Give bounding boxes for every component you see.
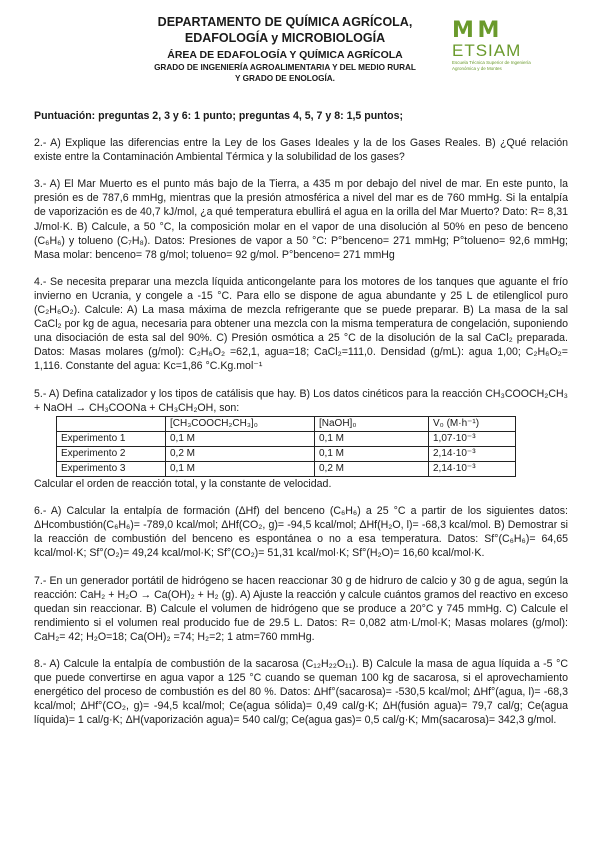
question-5-outro: Calcular el orden de reacción total, y la constante de velocidad. — [34, 478, 332, 491]
table-cell: 0,1 M — [315, 446, 429, 461]
table-cell: 1,07·10⁻³ — [429, 431, 516, 446]
question-7: 7.- En un generador portátil de hidrógeno se hacen reaccionar 30 g de hidruro de calcio y 30 g de agua, según la reacción: CaH₂ + H₂O → Ca(OH)₂ + H₂ (g). A) Ajuste la reacción y calcule cuántos gramos del reactivo en exceso quedan sin reaccionar. B) Calcule el volumen de hidrógeno que se produce a 20°C y 745 mmHg. C) Calcule el rendimiento si el volumen real producido fue de 29.5 L. Datos: R= 0,082 atm·L/mol·K; Masas molares (g/mol): CaH₂= 42; H₂O=18; Ca(OH)₂ =74; H₂=2; 1 atm=760 mmHg. — [34, 574, 568, 643]
table-cell: Experimento 1 — [57, 431, 166, 446]
document-header — [70, 14, 500, 84]
question-3: 3.- A) El Mar Muerto es el punto más bajo de la Tierra, a 435 m por debajo del nivel de mar. En este punto, la presión es de 787,6 mmHg, mientras que la presión atmosférica a nivel del mar es de 760 mmHg. Si la entalpía de vaporización es de 40,7 kJ/mol, ¿a qué temperatura ebullirá el agua en la orilla del Mar Muerto? Dato: R= 8,31 J/mol·K. B) Calcule, a 50 °C, la composición molar en el vapor de una disolución al 50% en peso de benceno (C₆H₆) y tolueno (C₇H₈). Datos: Presiones de vapor a 50 °C: P°benceno= 271 mmHg; P°tolueno= 92,6 mmHg; Masa molar: benceno= 78 g/mol; tolueno= 92 g/mol. P°benceno= 271 mmHg — [34, 178, 568, 261]
department-title: DEPARTAMENTO DE QUÍMICA AGRÍCOLA, — [157, 15, 413, 29]
table-row — [57, 431, 516, 446]
table-cell: 0,2 M — [315, 461, 429, 476]
logo-mark: M M — [452, 18, 498, 43]
table-row — [57, 461, 516, 476]
degree-line-2: Y GRADO DE ENOLOGÍA. — [235, 74, 335, 83]
department-subtitle: EDAFOLOGÍA y MICROBIOLOGÍA — [184, 31, 386, 45]
score-line: Puntuación: preguntas 2, 3 y 6: 1 punto; preguntas 4, 5, 7 y 8: 1,5 puntos; — [34, 110, 404, 122]
kinetics-table — [56, 416, 516, 477]
table-cell: 2,14·10⁻³ — [429, 461, 516, 476]
exam-content — [34, 109, 568, 727]
logo-subtitle: Escuela Técnica Superior de Ingeniería Agronómica y de Montes — [452, 60, 531, 71]
etsiam-logo — [452, 20, 552, 72]
table-header-cell — [57, 416, 166, 431]
table-header-cell: [NaOH]₀ — [315, 416, 429, 431]
question-8: 8.- A) Calcule la entalpía de combustión de la sacarosa (C₁₂H₂₂O₁₁). B) Calcule la masa de agua líquida a -5 °C que puede convertirse en agua vapor a 125 °C cuando se queman 100 kg de sacarosa, si el aprovechamiento energético del proceso de combustión es del 80 %. Datos: ΔHf°(sacarosa)= -530,5 kcal/mol; ΔHf°(agua, l)= -68,3 kcal/mol; ΔHf°(CO₂, g)= -94,5 kcal/mol; Ce(agua sólida)= 0,49 cal/g·K; ΔH(fusión agua)= 79,7 cal/g; Ce(agua líquida)= 1 cal/g·K; ΔH(vaporización agua)= 540 cal/g; Ce(agua gas)= 0,5 cal/g·K; Mm(sacarosa)= 342,3 g/mol. — [34, 658, 568, 727]
table-cell: 2,14·10⁻³ — [429, 446, 516, 461]
table-header-cell: [CH₃COOCH₂CH₃]₀ — [166, 416, 315, 431]
table-cell: 0,1 M — [166, 431, 315, 446]
table-cell: 0,1 M — [166, 461, 315, 476]
question-5 — [34, 387, 568, 492]
question-2: 2.- A) Explique las diferencias entre la Ley de los Gases Ideales y la de los Gases Reales. B) ¿Qué relación existe entre la Contaminación Ambiental Térmica y la solubilidad de los gases? — [34, 137, 568, 164]
table-header-row — [57, 416, 516, 431]
logo-name: ETSIAM — [452, 41, 522, 60]
question-4: 4.- Se necesita preparar una mezcla líquida anticongelante para los motores de los tanques que aguante el frío invierno en Ucrania, y congele a -15 °C. Para ello se dispone de agua abundante y 25 L de etilenglicol puro (C₂H₆O₂). Calcule: A) La masa máxima de mezcla refrigerante que se puede preparar. B) La masa de la sal CaCl₂ por kg de agua, necesaria para obtener una mezcla con la misma temperatura de congelación, suponiendo una disociación de esta sal del 90%. C) Presión osmótica a 25 °C de la disolución de la sal CaCl₂ preparada. Datos: Masas molares (g/mol): C₂H₆O₂ =62,1, agua=18; CaCl₂=111,0. Densidad (g/mL): agua 1,00; C₂H₆O₂= 1,116. Constante del agua: Kc=1,86 °C.Kg.mol⁻¹ — [34, 275, 568, 373]
area-title: ÁREA DE EDAFOLOGÍA Y QUÍMICA AGRÍCOLA — [167, 49, 403, 61]
table-cell: 0,2 M — [166, 446, 315, 461]
degree-line-1: GRADO DE INGENIERÍA AGROALIMENTARIA Y DEL MEDIO RURAL — [154, 63, 416, 72]
table-cell: 0,1 M — [315, 431, 429, 446]
table-row — [57, 446, 516, 461]
table-header-cell: V₀ (M·h⁻¹) — [429, 416, 516, 431]
question-5-intro: 5.- A) Defina catalizador y los tipos de catálisis que hay. B) Los datos cinéticos para la reacción CH₃COOCH₂CH₃ + NaOH → CH₃COONa + CH₃CH₂OH, son: — [34, 387, 568, 414]
table-cell: Experimento 3 — [57, 461, 166, 476]
table-cell: Experimento 2 — [57, 446, 166, 461]
question-6: 6.- A) Calcular la entalpía de formación (ΔHf) del benceno (C₆H₆) a 25 °C a partir de los siguientes datos: ΔHcombustión(C₆H₆)= -789,0 kcal/mol; ΔHf(CO₂, g)= -94,5 kcal/mol; ΔHf(H₂O, l)= -68,3 kcal/mol. B) Demostrar si la reacción de combustión del benceno es espontánea o no a esa temperatura. Datos: Sf°(C₆H₆)= 64,65 kcal/mol·K; Sf°(O₂)= 49,24 kcal/mol·K; Sf°(CO₂)= 51,31 kcal/mol·K; Sf°(H₂O)= 16,60 kcal/mol·K. — [34, 505, 568, 560]
